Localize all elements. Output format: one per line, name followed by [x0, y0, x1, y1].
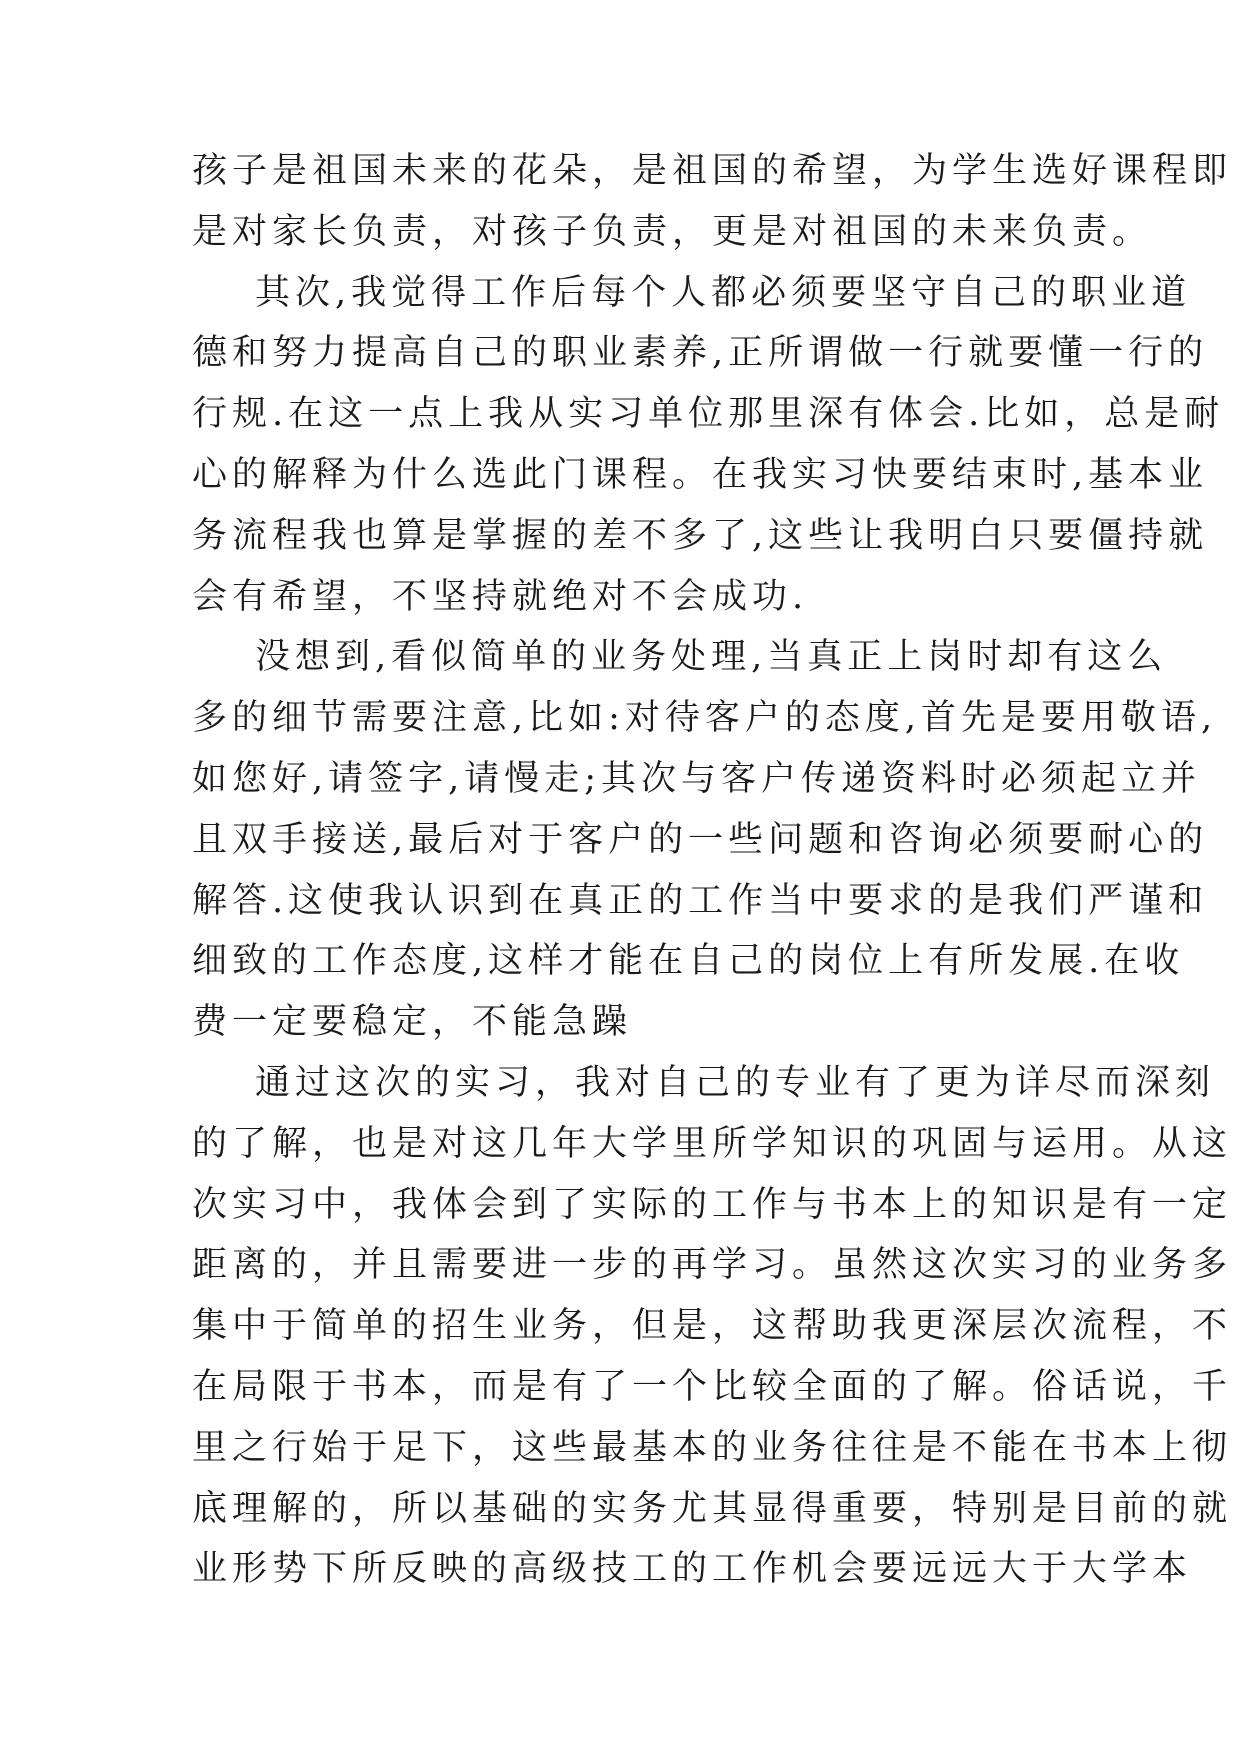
text-line: 的了解，也是对这几年大学里所学知识的巩固与运用。从这 — [192, 1123, 1233, 1164]
document-body — [192, 141, 1233, 1600]
text-line: 业形势下所反映的高级技工的工作机会要远远大于大学本 — [192, 1549, 1193, 1590]
text-line: 会有希望，不坚持就绝对不会成功. — [192, 576, 809, 617]
text-line: 且双手接送,最后对于客户的一些问题和咨询必须要耐心的 — [192, 819, 1209, 860]
text-line: 务流程我也算是掌握的差不多了,这些让我明白只要僵持就 — [192, 515, 1209, 556]
text-line: 通过这次的实习，我对自己的专业有了更为详尽而深刻 — [255, 1062, 1216, 1103]
text-line: 集中于简单的招生业务，但是，这帮助我更深层次流程，不 — [192, 1306, 1233, 1347]
paragraph-1 — [192, 141, 1233, 263]
text-line: 多的细节需要注意,比如:对待客户的态度,首先是要用敬语, — [192, 698, 1218, 739]
paragraph-2 — [192, 263, 1225, 628]
text-line: 解答.这使我认识到在真正的工作当中要求的是我们严谨和 — [192, 880, 1209, 921]
text-line: 心的解释为什么选此门课程。在我实习快要结束时,基本业 — [192, 454, 1209, 495]
paragraph-3 — [192, 627, 1218, 1053]
text-line: 是对家长负责，对孩子负责，更是对祖国的未来负责。 — [192, 211, 1153, 252]
text-line: 细致的工作态度,这样才能在自己的岗位上有所发展.在收 — [192, 941, 1185, 982]
text-line: 没想到,看似简单的业务处理,当真正上岗时却有这么 — [255, 637, 1168, 678]
text-line: 里之行始于足下，这些最基本的业务往往是不能在书本上彻 — [192, 1427, 1233, 1468]
text-line: 行规.在这一点上我从实习单位那里深有体会.比如，总是耐 — [192, 394, 1225, 435]
text-line: 德和努力提高自己的职业素养,正所谓做一行就要懂一行的 — [192, 333, 1209, 374]
text-line: 次实习中，我体会到了实际的工作与书本上的知识是有一定 — [192, 1184, 1233, 1225]
text-line: 费一定要稳定，不能急躁 — [192, 1002, 633, 1043]
paragraph-4 — [192, 1053, 1233, 1600]
text-line: 如您好,请签字,请慢走;其次与客户传递资料时必须起立并 — [192, 758, 1202, 799]
text-line: 在局限于书本，而是有了一个比较全面的了解。俗话说，千 — [192, 1366, 1233, 1407]
text-line: 其次,我觉得工作后每个人都必须要坚守自己的职业道 — [255, 272, 1192, 313]
text-line: 孩子是祖国未来的花朵，是祖国的希望，为学生选好课程即 — [192, 151, 1233, 191]
text-line: 距离的，并且需要进一步的再学习。虽然这次实习的业务多 — [192, 1245, 1233, 1286]
text-line: 底理解的，所以基础的实务尤其显得重要，特别是目前的就 — [192, 1488, 1233, 1529]
